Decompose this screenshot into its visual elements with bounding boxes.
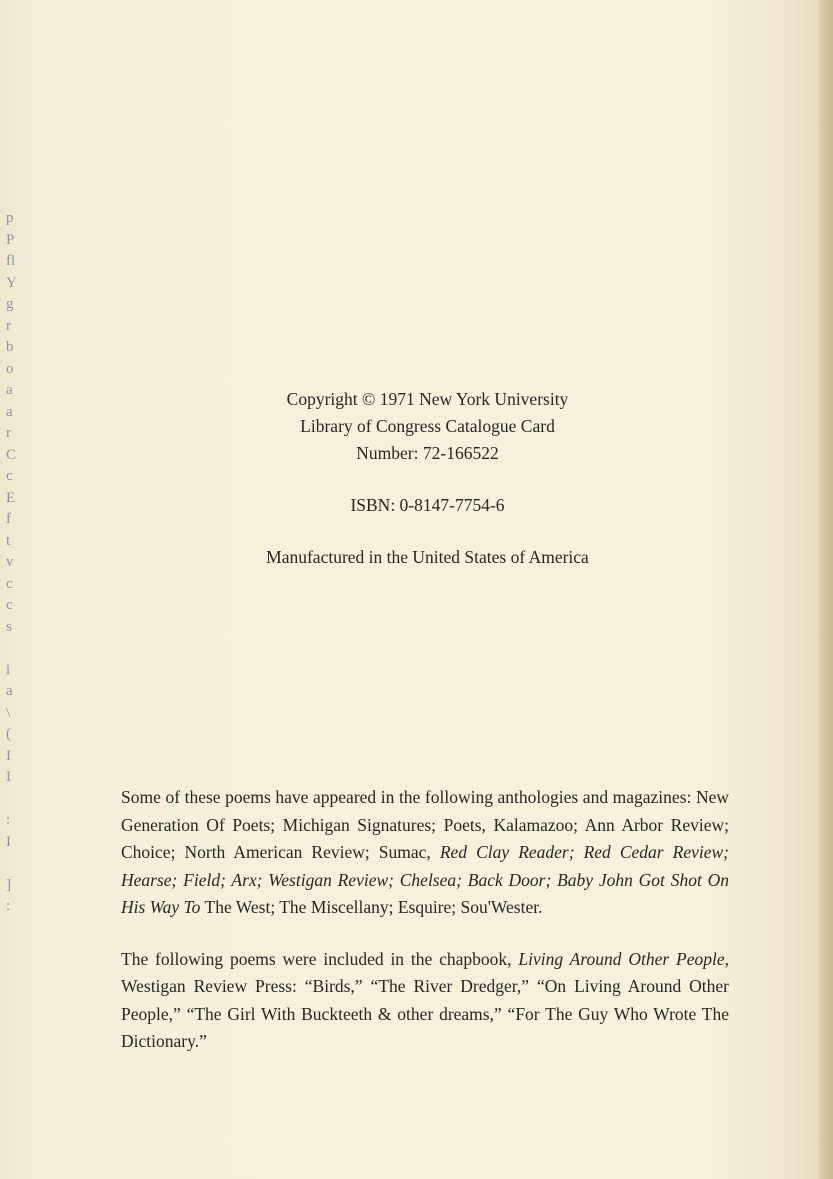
bleed-through-glyph bbox=[6, 638, 30, 660]
bleed-through-glyph: a bbox=[6, 683, 13, 699]
catalogue-number: Number: 72-166522 bbox=[356, 443, 499, 463]
copyright-block bbox=[210, 386, 645, 571]
bleed-through-glyph: I bbox=[6, 747, 11, 764]
bleed-through-glyph: a bbox=[6, 382, 13, 398]
catalogue-line: Library of Congress Catalogue Card bbox=[300, 416, 555, 436]
ack-p1-italic: Red Clay Reader; Red Cedar Review; Hearse; Field; Arx; Westigan Review; Chelsea; Back Door; Baby John Got Shot On His Way To bbox=[121, 842, 730, 917]
ack-p1-end: The West; The Miscellany; Esquire; Sou'Wester. bbox=[204, 897, 543, 917]
bleed-through-glyph bbox=[6, 853, 30, 875]
page-edge-shadow bbox=[819, 0, 833, 1179]
bleed-through-glyph: p bbox=[6, 210, 14, 226]
bleed-through-glyph: ] bbox=[6, 876, 11, 893]
bleed-through-glyph: f bbox=[6, 511, 11, 527]
bleed-through-glyph: \ bbox=[6, 704, 11, 721]
ack-p1-roman: Some of these poems have appeared in the following anthologies and magazines: New Generation Of Poets; Michigan Signatures; Poets, Kalamazoo; Ann Arbor Review; Choice; North American Review; Sumac, bbox=[121, 787, 729, 862]
acknowledgments bbox=[121, 784, 729, 1056]
chapbook-title: Living Around Other People, bbox=[518, 948, 729, 969]
bleed-through-glyph: b bbox=[6, 339, 14, 355]
bleed-through-glyph: I bbox=[6, 833, 11, 850]
bleed-through-glyph: Y bbox=[6, 274, 17, 291]
bleed-through-glyph: P bbox=[6, 231, 15, 248]
isbn: ISBN: 0-8147-7754-6 bbox=[350, 495, 505, 515]
bleed-through-glyph: : bbox=[6, 898, 11, 914]
bleed-through-glyph: c bbox=[6, 575, 13, 592]
ack-p2-end: Westigan Review Press: “Birds,” “The River Dredger,” “On Living Around Other People,” “The Girl With Buckteeth & other dreams,” “For The Guy Who Wrote The Dictionary.” bbox=[121, 976, 729, 1051]
bleed-through-glyph: c bbox=[6, 468, 13, 484]
bleed-through-glyph: C bbox=[6, 446, 17, 463]
bleed-through-glyph: I bbox=[6, 769, 11, 785]
bleed-through-glyph: a bbox=[6, 403, 13, 420]
bleed-through-glyph: : bbox=[6, 812, 11, 828]
bleed-through-text bbox=[6, 208, 30, 918]
manufactured-line: Manufactured in the United States of America bbox=[266, 547, 589, 567]
bleed-through-glyph: ( bbox=[6, 726, 11, 742]
bleed-through-glyph: r bbox=[6, 425, 11, 441]
ack-p2-start: The following poems were included in the chapbook, bbox=[121, 948, 512, 969]
bleed-through-glyph: v bbox=[6, 554, 14, 570]
acknowledgments-paragraph-2 bbox=[121, 946, 729, 1056]
copyright-line: Copyright © 1971 New York University bbox=[286, 389, 569, 409]
bleed-through-glyph: i bbox=[6, 661, 11, 678]
bleed-through-glyph: s bbox=[6, 618, 12, 635]
bleed-through-glyph: fl bbox=[6, 253, 16, 269]
bleed-through-glyph: c bbox=[6, 597, 13, 613]
bleed-through-glyph: E bbox=[6, 489, 16, 506]
bleed-through-glyph: r bbox=[6, 317, 11, 334]
acknowledgments-paragraph-1 bbox=[121, 784, 729, 922]
bleed-through-glyph bbox=[6, 789, 30, 811]
bleed-through-glyph: o bbox=[6, 360, 14, 377]
bleed-through-glyph: g bbox=[6, 296, 14, 312]
bleed-through-glyph: t bbox=[6, 532, 11, 549]
